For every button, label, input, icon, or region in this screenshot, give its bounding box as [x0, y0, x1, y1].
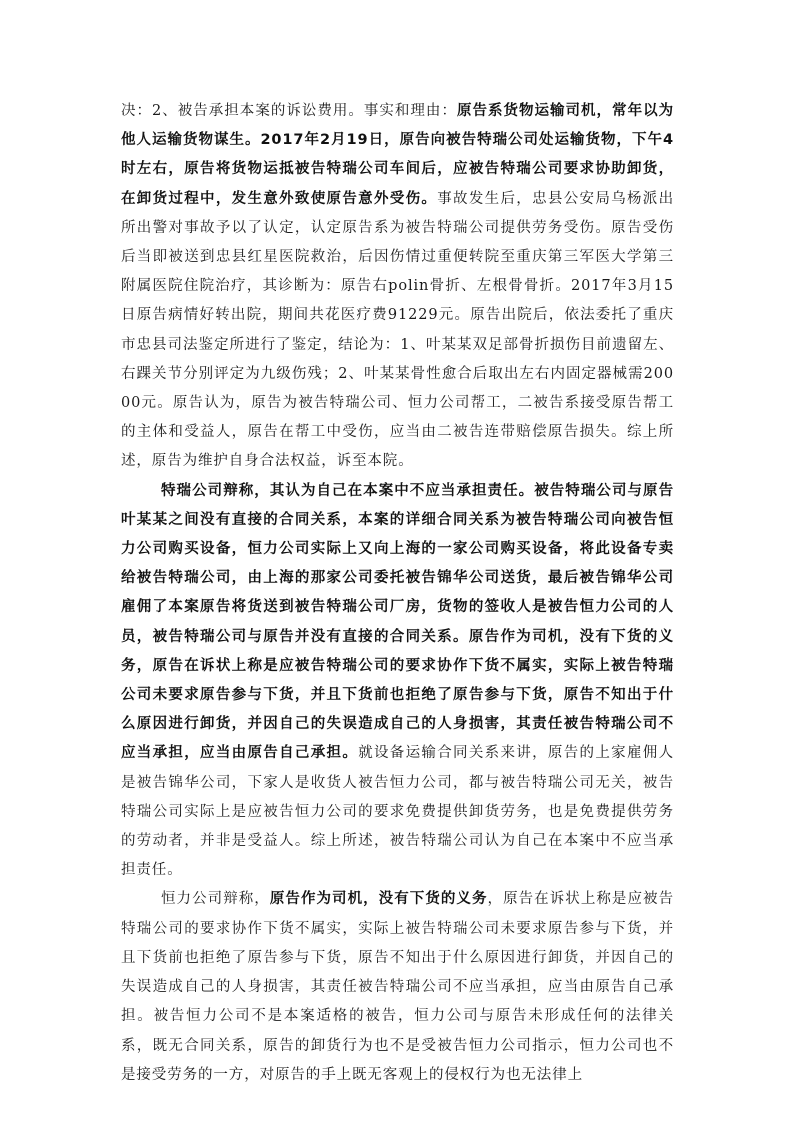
hengli-defense-bold-text: 原告作为司机，没有下货的义务: [269, 891, 488, 908]
paragraph-terui-defense: [121, 477, 674, 886]
hengli-defense-intro: 恒力公司辩称，: [161, 891, 270, 908]
terui-defense-bold-text: 特瑞公司辩称，其认为自己在本案中不应当承担责任。被告特瑞公司与原告叶某某之间没有直接的合同关系，本案的详细合同关系为被告特瑞公司向被告恒力公司购买设备，恒力公司实际上又向上海的一家公司购买设备，将此设备专卖给被告特瑞公司，由上海的那家公司委托被告锦华公司送货，最后被告锦华公司雇佣了本案原告将货送到被告特瑞公司厂房，货物的签收人是被告恒力公司的人员，被告特瑞公司与原告并没有直接的合同关系。原告作为司机，没有下货的义务，原告在诉状上称是应被告特瑞公司的要求协作下货不属实，实际上被告特瑞公司未要求原告参与下货，并且下货前也拒绝了原告参与下货，原告不知出于什么原因进行卸货，并因自己的失误造成自己的人身损害，其责任被告特瑞公司不应当承担，应当由原告自己承担。: [121, 482, 674, 762]
hengli-defense-text: ，原告在诉状上称是应被告特瑞公司的要求协作下货不属实，实际上被告特瑞公司未要求原告参与下货，并且下货前也拒绝了原告参与下货，原告不知出于什么原因进行卸货，并因自己的失误造成自己的人身损害，其责任被告特瑞公司不应当承担，应当由原告自己承担。被告恒力公司不是本案适格的被告，恒力公司与原告未形成任何的法律关系，既无合同关系，原告的卸货行为也不是受被告恒力公司指示，恒力公司也不是接受劳务的一方，对原告的手上既无客观上的侵权行为也无法律上: [121, 891, 674, 1083]
terui-defense-text: 就设备运输合同关系来讲，原告的上家雇佣人是被告锦华公司，下家人是收货人被告恒力公司，都与被告特瑞公司无关，被告特瑞公司实际上是应被告恒力公司的要求免费提供卸货劳务，也是免费提供劳务的劳动者，并非是受益人。综上所述，被告特瑞公司认为自己在本案中不应当承担责任。: [121, 745, 675, 879]
paragraph-hengli-defense: [121, 885, 674, 1089]
facts-text: 事故发生后，忠县公安局乌杨派出所出警对事故予以了认定，认定原告系为被告特瑞公司提供劳务受伤。原告受伤后当即被送到忠县红星医院救治，后因伤情过重便转院至重庆第三军医大学第三附属医院住院治疗，其诊断为：原告右polin骨折、左根骨骨折。2017年3月15日原告病情好转出院，期间共花医疗费91229元。原告出院后，依法委托了重庆市忠县司法鉴定所进行了鉴定，结论为：1、叶某某双足部骨折损伤目前遗留左、右踝关节分别评定为九级伤残；2、叶某某骨性愈合后取出左右内固定器械需20000元。原告认为，原告为被告特瑞公司、恒力公司帮工，二被告系接受原告帮工的主体和受益人，原告在帮工中受伤，应当由二被告连带赔偿原告损失。综上所述，原告为维护自身合法权益，诉至本院。: [121, 190, 674, 470]
claim-text: 决：2、被告承担本案的诉讼费用。事实和理由：: [121, 103, 457, 119]
document-page: [121, 97, 674, 1090]
paragraph-plaintiff-claim: [121, 97, 674, 477]
facts-bold-text: 原告系货物运输司机，常年以为他人运输货物谋生。2017年2月19日，原告向被告特瑞公司处运输货物，下午4时左右，原告将货物运抵被告特瑞公司车间后，应被告特瑞公司要求协助卸货，在卸货过程中，发生意外致使原告意外受伤。: [121, 103, 674, 207]
